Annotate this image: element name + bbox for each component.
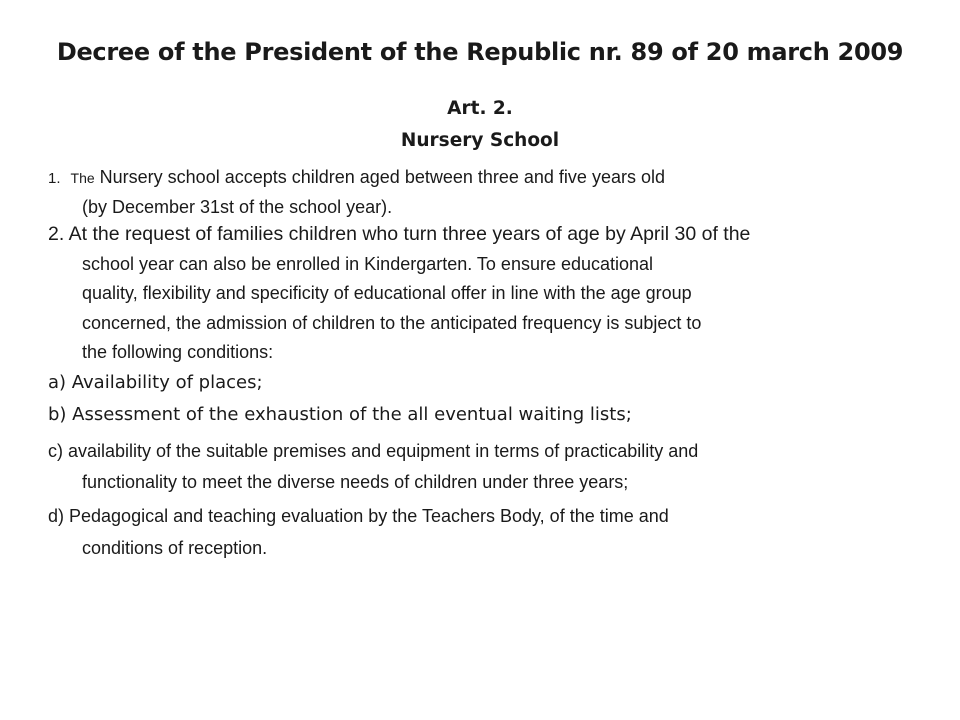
- paragraph-2-line-3: quality, flexibility and specificity of educational offer in line with the age group: [82, 283, 692, 303]
- article-number: Art. 2.: [447, 98, 513, 119]
- condition-d-line-1: d) Pedagogical and teaching evaluation by the Teachers Body, of the time and: [48, 506, 669, 526]
- condition-a: a) Availability of places;: [48, 372, 263, 393]
- condition-c-line-2: functionality to meet the diverse needs of children under three years;: [82, 472, 629, 492]
- paragraph-1-number: 1.: [48, 170, 61, 187]
- paragraph-2-line-5: the following conditions:: [82, 342, 274, 362]
- paragraph-2: [48, 220, 928, 368]
- condition-b: b) Assessment of the exhaustion of the all eventual waiting lists;: [48, 404, 632, 425]
- paragraph-1-line-2: (by December 31st of the school year).: [82, 197, 393, 217]
- paragraph-1: [48, 163, 928, 221]
- paragraph-2-line-1: 2. At the request of families children who turn three years of age by April 30 of the: [48, 223, 751, 245]
- condition-d-line-2: conditions of reception.: [82, 538, 268, 558]
- paragraph-1-first-word: The: [70, 170, 95, 186]
- paragraph-2-line-4: concerned, the admission of children to the anticipated frequency is subject to: [82, 312, 702, 333]
- paragraph-2-line-2: school year can also be enrolled in Kindergarten. To ensure educational: [82, 253, 654, 274]
- condition-d: [48, 500, 928, 564]
- paragraph-1-line-1-text: Nursery school accepts children aged between three and five years old: [99, 167, 665, 187]
- slide-title: Decree of the President of the Republic nr. 89 of 20 march 2009: [56, 38, 904, 66]
- condition-c: [48, 436, 928, 498]
- condition-c-line-1: c) availability of the suitable premises and equipment in terms of practicability and: [48, 441, 699, 461]
- paragraph-1-line-1: [48, 163, 928, 193]
- article-title: Nursery School: [400, 130, 560, 151]
